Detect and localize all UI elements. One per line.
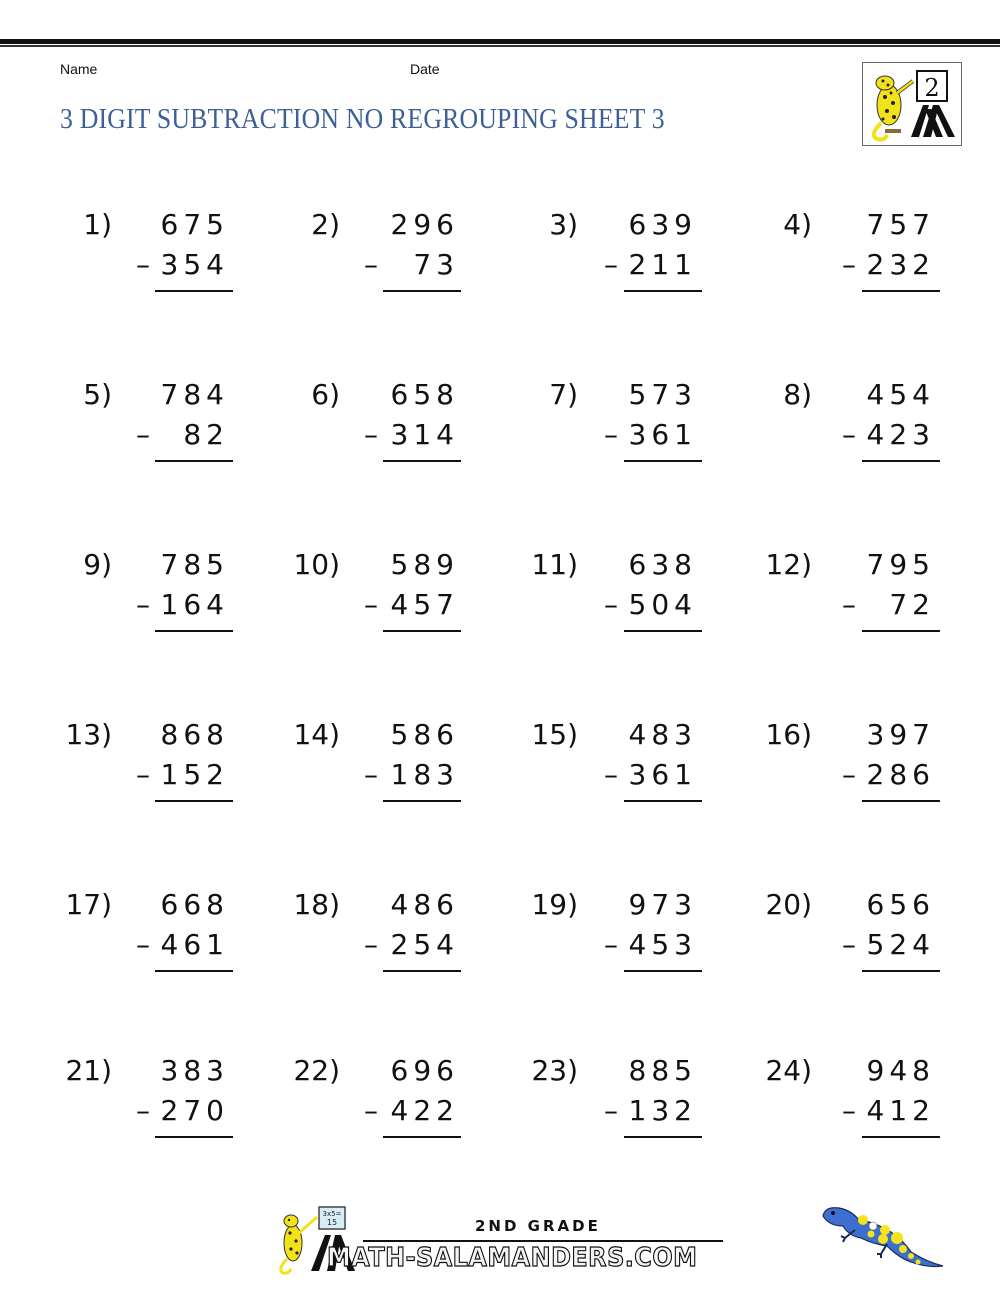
minus-sign: – (604, 1094, 618, 1127)
minuend: 785 (160, 548, 229, 581)
svg-text:2: 2 (924, 74, 940, 102)
subtrahend: 254 (390, 928, 459, 961)
minus-sign: – (842, 248, 856, 281)
subtrahend: 361 (628, 758, 697, 791)
problem-number: 22) (293, 1054, 340, 1087)
problem-number: 10) (293, 548, 340, 581)
minus-sign: – (136, 758, 150, 791)
minuend: 658 (390, 378, 459, 411)
problem-number: 5) (83, 378, 112, 411)
subtrahend: 453 (628, 928, 697, 961)
subtrahend: 152 (160, 758, 229, 791)
problem-number: 7) (549, 378, 578, 411)
minus-sign: – (136, 1094, 150, 1127)
problem-number: 14) (293, 718, 340, 751)
subtrahend: 164 (160, 588, 229, 621)
salamander-teacher-icon (863, 63, 961, 145)
problem-number: 13) (65, 718, 112, 751)
problem-number: 3) (549, 208, 578, 241)
minus-sign: – (136, 928, 150, 961)
answer-line[interactable] (862, 800, 940, 802)
minus-sign: – (842, 418, 856, 451)
minuend: 589 (390, 548, 459, 581)
footer-divider (363, 1240, 723, 1242)
problem-number: 2) (311, 208, 340, 241)
svg-text:15: 15 (326, 1218, 338, 1227)
minuend: 397 (866, 718, 935, 751)
subtrahend: 423 (866, 418, 935, 451)
minuend: 784 (160, 378, 229, 411)
minus-sign: – (136, 418, 150, 451)
subtrahend: 524 (866, 928, 935, 961)
minuend: 383 (160, 1054, 229, 1087)
minuend: 639 (628, 208, 697, 241)
problem-item (0, 378, 1000, 488)
minus-sign: – (842, 1094, 856, 1127)
minus-sign: – (364, 1094, 378, 1127)
problem-number: 24) (765, 1054, 812, 1087)
minus-sign: – (604, 758, 618, 791)
minuend: 454 (866, 378, 935, 411)
subtrahend: 72 (889, 588, 935, 621)
top-rule-thin (0, 45, 1000, 47)
minus-sign: – (604, 588, 618, 621)
subtrahend: 270 (160, 1094, 229, 1127)
top-rule-thick (0, 39, 1000, 44)
problem-number: 17) (65, 888, 112, 921)
subtrahend: 286 (866, 758, 935, 791)
minuend: 573 (628, 378, 697, 411)
problem-item (0, 888, 1000, 998)
minuend: 795 (866, 548, 935, 581)
problem-number: 16) (765, 718, 812, 751)
worksheet-title: 3 DIGIT SUBTRACTION NO REGROUPING SHEET 3 (60, 104, 665, 135)
answer-line[interactable] (862, 290, 940, 292)
minus-sign: – (364, 248, 378, 281)
problem-number: 12) (765, 548, 812, 581)
problem-number: 21) (65, 1054, 112, 1087)
subtrahend: 457 (390, 588, 459, 621)
minus-sign: – (842, 928, 856, 961)
subtrahend: 354 (160, 248, 229, 281)
problem-item (0, 718, 1000, 828)
minuend: 638 (628, 548, 697, 581)
problem-item (0, 548, 1000, 658)
subtrahend: 211 (628, 248, 697, 281)
problem-number: 23) (531, 1054, 578, 1087)
minuend: 483 (628, 718, 697, 751)
minuend: 586 (390, 718, 459, 751)
subtrahend: 82 (183, 418, 229, 451)
minuend: 696 (390, 1054, 459, 1087)
subtrahend: 73 (413, 248, 459, 281)
subtrahend: 412 (866, 1094, 935, 1127)
problem-number: 19) (531, 888, 578, 921)
answer-line[interactable] (862, 1136, 940, 1138)
subtrahend: 314 (390, 418, 459, 451)
minuend: 868 (160, 718, 229, 751)
minus-sign: – (842, 588, 856, 621)
problem-number: 8) (783, 378, 812, 411)
answer-line[interactable] (862, 970, 940, 972)
grade-logo (862, 62, 962, 146)
minus-sign: – (136, 588, 150, 621)
minus-sign: – (364, 588, 378, 621)
subtrahend: 422 (390, 1094, 459, 1127)
problem-number: 6) (311, 378, 340, 411)
answer-line[interactable] (862, 460, 940, 462)
minuend: 296 (390, 208, 459, 241)
minuend: 675 (160, 208, 229, 241)
name-label: Name (60, 61, 98, 77)
svg-text:3x5=: 3x5= (322, 1210, 342, 1218)
minuend: 656 (866, 888, 935, 921)
problem-number: 11) (531, 548, 578, 581)
minus-sign: – (136, 248, 150, 281)
minus-sign: – (842, 758, 856, 791)
blue-salamander-icon (815, 1196, 945, 1274)
subtrahend: 232 (866, 248, 935, 281)
date-label: Date (410, 61, 440, 77)
minuend: 973 (628, 888, 697, 921)
minus-sign: – (604, 248, 618, 281)
minus-sign: – (604, 928, 618, 961)
subtrahend: 183 (390, 758, 459, 791)
minuend: 885 (628, 1054, 697, 1087)
subtrahend: 461 (160, 928, 229, 961)
footer-grade-label: 2ND GRADE (475, 1217, 601, 1235)
subtrahend: 361 (628, 418, 697, 451)
problem-number: 18) (293, 888, 340, 921)
footer-site-name: MATH-SALAMANDERS.COM (327, 1243, 698, 1273)
problem-number: 4) (783, 208, 812, 241)
minus-sign: – (364, 758, 378, 791)
problem-number: 1) (83, 208, 112, 241)
minus-sign: – (364, 418, 378, 451)
minuend: 668 (160, 888, 229, 921)
footer-site-logo (275, 1203, 730, 1275)
minuend: 948 (866, 1054, 935, 1087)
subtrahend: 504 (628, 588, 697, 621)
minus-sign: – (364, 928, 378, 961)
problem-number: 9) (83, 548, 112, 581)
problem-item (0, 208, 1000, 318)
problem-number: 20) (765, 888, 812, 921)
minus-sign: – (604, 418, 618, 451)
problem-number: 15) (531, 718, 578, 751)
problem-item (0, 1054, 1000, 1164)
subtrahend: 132 (628, 1094, 697, 1127)
answer-line[interactable] (862, 630, 940, 632)
minuend: 757 (866, 208, 935, 241)
minuend: 486 (390, 888, 459, 921)
